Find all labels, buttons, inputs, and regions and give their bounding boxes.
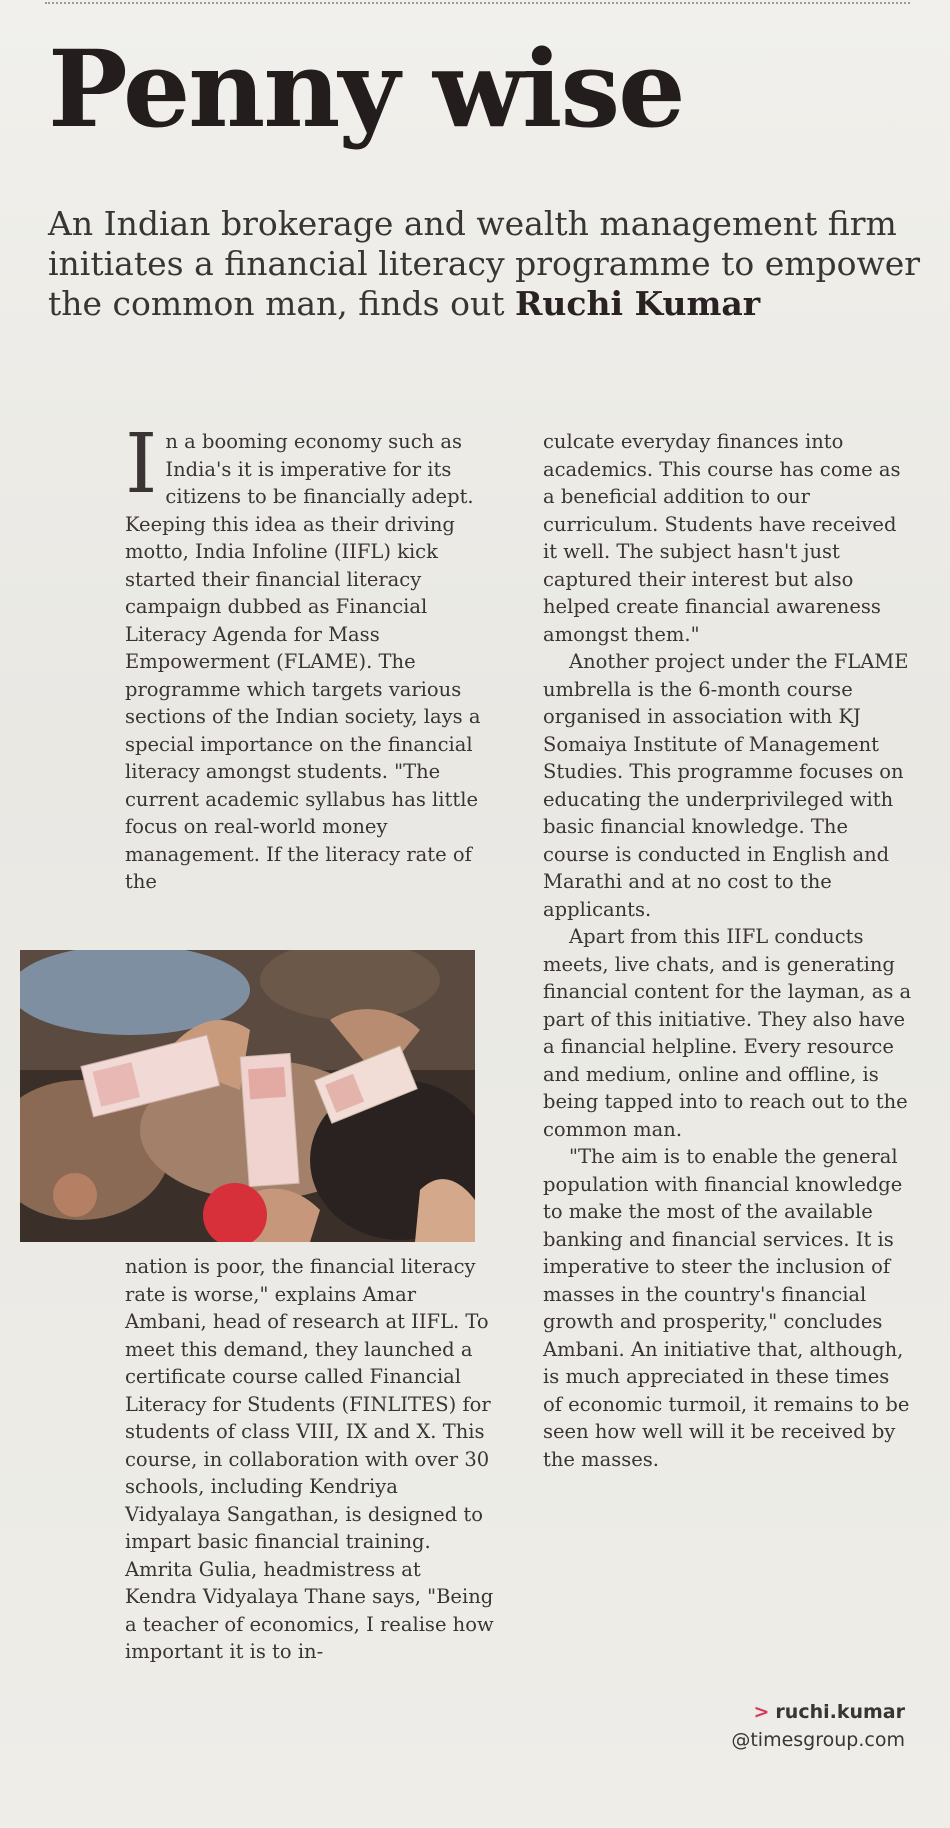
column-left-top bbox=[125, 417, 495, 896]
arrow-icon: > bbox=[753, 1701, 770, 1723]
paragraph-initiatives: Apart from this IIFL conducts meets, live chats, and is generating financial content for the layman, as a part of this initiative. They also have a financial helpline. Every resource and medium, online and offline, is being tapped into to reach out to the common man. bbox=[543, 925, 912, 1141]
paragraph-curriculum: culcate everyday finances into academics. This course has come as a beneficial addition to our curriculum. Students have received it well. The subject hasn't just captured their interest but also helped create financial awareness amongst them." bbox=[543, 430, 901, 646]
column-left-bottom bbox=[125, 1253, 495, 1666]
byline: Ruchi Kumar bbox=[514, 284, 761, 323]
email-user: ruchi.kumar bbox=[775, 1701, 905, 1723]
headline: Penny wise bbox=[48, 26, 684, 151]
photo-hands-holding-banknotes bbox=[20, 950, 475, 1242]
email-line-1 bbox=[731, 1698, 905, 1726]
deck-text: An Indian brokerage and wealth management firm initiates a financial literacy programme to empower the common man, finds out bbox=[48, 204, 921, 323]
column-right bbox=[543, 428, 913, 1473]
deck bbox=[48, 204, 928, 324]
top-dotted-rule bbox=[45, 2, 910, 4]
email-domain: @timesgroup.com bbox=[731, 1729, 905, 1751]
paragraph-ambani-quote: nation is poor, the financial literacy rate is worse," explains Amar Ambani, head of research at IIFL. To meet this demand, they launched a certificate course called Financial Literacy for Students (FINLITES) for students of class VIII, IX and X. This course, in collaboration with over 30 schools, including Kendriya Vidyalaya Sangathan, is designed to impart basic financial training. Amrita Gulia, headmistress at Kendra Vidyalaya Thane says, "Being a teacher of economics, I realise how important it is to in- bbox=[125, 1255, 494, 1663]
paragraph-intro: n a booming economy such as India's it is imperative for its citizens to be financially adept. Keeping this idea as their driving motto, India Infoline (IIFL) kick started their financial literacy campaign dubbed as Financial Literacy Agenda for Mass Empowerment (FLAME). The programme which targets various sections of the Indian society, lays a special importance on the financial literacy amongst students. "The current academic syllabus has little focus on real-world money management. If the literacy rate of the bbox=[125, 430, 481, 893]
article-photo bbox=[20, 950, 475, 1242]
paragraph-conclusion: "The aim is to enable the general population with financial knowledge to make the most of the available banking and financial services. It is imperative to steer the inclusion of masses in the country's financial growth and prosperity," concludes Ambani. An initiative that, although, is much appreciated in these times of economic turmoil, it remains to be seen how well will it be received by the masses. bbox=[543, 1145, 910, 1471]
paragraph-flame-project: Another project under the FLAME umbrella is the 6-month course organised in association with KJ Somaiya Institute of Management Studies. This programme focuses on educating the underprivileged with basic financial knowledge. The course is conducted in English and Marathi and at no cost to the applicants. bbox=[543, 650, 909, 921]
drop-cap: I bbox=[125, 417, 158, 512]
author-email bbox=[731, 1698, 905, 1754]
